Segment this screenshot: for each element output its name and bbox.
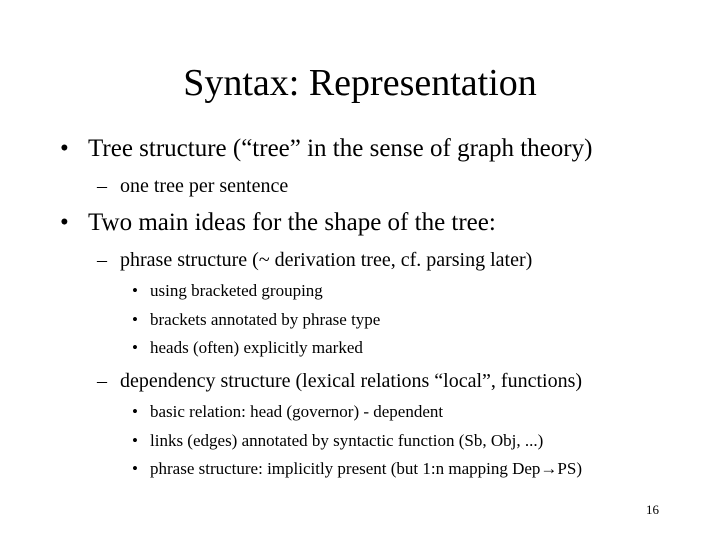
small-bullet-marker: • [132, 459, 138, 478]
bullet-marker: • [60, 135, 69, 162]
bullet-tree-structure: Tree structure (“tree” in the sense of graph theory) [88, 135, 593, 162]
sub-sub-bullet-implicitly-present: phrase structure: implicitly present (but 1:n mapping Dep→PS) [150, 459, 583, 478]
dash-marker: – [97, 175, 107, 197]
bullet-marker: • [60, 209, 69, 236]
sub-bullet-dependency-structure: dependency structure (lexical relations “local”, functions) [120, 370, 583, 392]
small-bullet-marker: • [132, 402, 138, 421]
sub-bullet-one-tree: one tree per sentence [120, 175, 289, 197]
dash-marker: – [97, 370, 107, 392]
small-bullet-marker: • [132, 338, 138, 357]
page-number: 16 [646, 502, 659, 517]
slide-title: Syntax: Representation [183, 62, 537, 104]
sub-sub-bullet-brackets-annotated: brackets annotated by phrase type [150, 310, 381, 329]
bullet-two-main-ideas: Two main ideas for the shape of the tree: [88, 209, 496, 236]
sub-sub-bullet-links-annotated: links (edges) annotated by syntactic function (Sb, Obj, ...) [150, 431, 544, 450]
sub-sub-bullet-basic-relation: basic relation: head (governor) - dependent [150, 402, 444, 421]
sub-bullet-phrase-structure: phrase structure (~ derivation tree, cf. parsing later) [120, 249, 533, 271]
small-bullet-marker: • [132, 310, 138, 329]
sub-sub-bullet-bracketed-grouping: using bracketed grouping [150, 281, 323, 300]
dash-marker: – [97, 249, 107, 271]
small-bullet-marker: • [132, 281, 138, 300]
small-bullet-marker: • [132, 431, 138, 450]
sub-sub-bullet-heads-marked: heads (often) explicitly marked [150, 338, 363, 357]
